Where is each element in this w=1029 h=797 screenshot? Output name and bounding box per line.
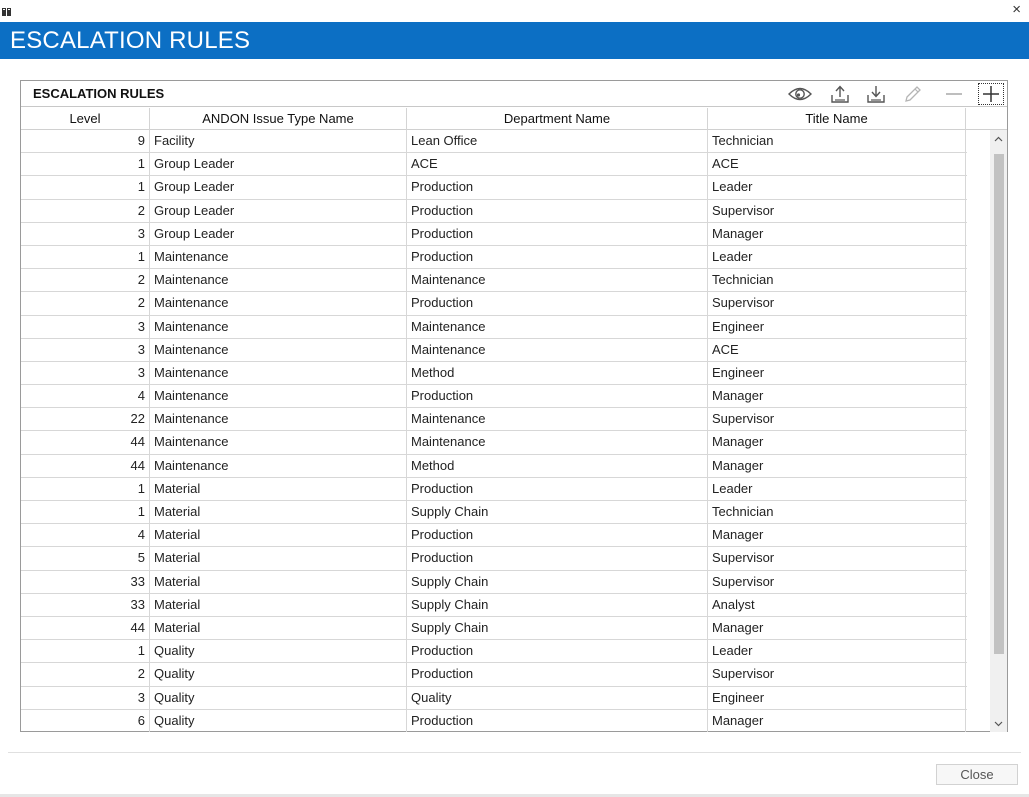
cell-issue-type: Maintenance bbox=[150, 246, 407, 268]
cell-department: Maintenance bbox=[407, 316, 708, 338]
title-bar bbox=[0, 0, 1029, 22]
cell-issue-type: Maintenance bbox=[150, 292, 407, 314]
table-row[interactable] bbox=[21, 594, 967, 617]
cell-title: Technician bbox=[708, 130, 966, 152]
cell-level: 6 bbox=[21, 710, 150, 732]
cell-department: Lean Office bbox=[407, 130, 708, 152]
close-button[interactable]: Close bbox=[936, 764, 1018, 785]
cell-department: Quality bbox=[407, 687, 708, 709]
table-row[interactable] bbox=[21, 455, 967, 478]
cell-issue-type: Group Leader bbox=[150, 200, 407, 222]
table-row[interactable] bbox=[21, 362, 967, 385]
cell-department: Production bbox=[407, 176, 708, 198]
cell-level: 1 bbox=[21, 478, 150, 500]
table-row[interactable] bbox=[21, 687, 967, 710]
table-row[interactable] bbox=[21, 223, 967, 246]
cell-title: Manager bbox=[708, 455, 966, 477]
column-header-issue-type[interactable]: ANDON Issue Type Name bbox=[150, 108, 407, 130]
cell-department: Production bbox=[407, 478, 708, 500]
cell-title: Supervisor bbox=[708, 663, 966, 685]
table-row[interactable] bbox=[21, 478, 967, 501]
table-body bbox=[21, 130, 967, 732]
cell-issue-type: Group Leader bbox=[150, 223, 407, 245]
table-row[interactable] bbox=[21, 246, 967, 269]
page-title: ESCALATION RULES bbox=[10, 27, 251, 54]
cell-issue-type: Material bbox=[150, 571, 407, 593]
header-banner bbox=[0, 22, 1029, 59]
cell-title: Leader bbox=[708, 640, 966, 662]
cell-department: Method bbox=[407, 455, 708, 477]
cell-department: Production bbox=[407, 663, 708, 685]
cell-title: Analyst bbox=[708, 594, 966, 616]
cell-title: Leader bbox=[708, 246, 966, 268]
cell-department: Maintenance bbox=[407, 431, 708, 453]
table-row[interactable] bbox=[21, 269, 967, 292]
table-header bbox=[21, 108, 1007, 130]
scroll-up-icon[interactable] bbox=[990, 130, 1007, 147]
cell-level: 3 bbox=[21, 362, 150, 384]
vertical-scrollbar[interactable] bbox=[990, 130, 1007, 732]
cell-department: Production bbox=[407, 524, 708, 546]
cell-department: Production bbox=[407, 200, 708, 222]
escalation-rules-panel bbox=[20, 80, 1008, 732]
cell-title: Leader bbox=[708, 176, 966, 198]
cell-department: Production bbox=[407, 640, 708, 662]
cell-department: Supply Chain bbox=[407, 594, 708, 616]
cell-level: 3 bbox=[21, 339, 150, 361]
cell-issue-type: Maintenance bbox=[150, 455, 407, 477]
scroll-thumb[interactable] bbox=[994, 154, 1004, 654]
cell-issue-type: Quality bbox=[150, 710, 407, 732]
cell-title: Technician bbox=[708, 501, 966, 523]
footer-divider bbox=[8, 752, 1021, 753]
cell-level: 1 bbox=[21, 501, 150, 523]
table-row[interactable] bbox=[21, 316, 967, 339]
panel-title: ESCALATION RULES bbox=[33, 86, 165, 101]
cell-level: 33 bbox=[21, 571, 150, 593]
cell-department: Maintenance bbox=[407, 339, 708, 361]
cell-title: Manager bbox=[708, 524, 966, 546]
cell-issue-type: Maintenance bbox=[150, 431, 407, 453]
column-header-title[interactable]: Title Name bbox=[708, 108, 966, 130]
cell-level: 4 bbox=[21, 385, 150, 407]
cell-title: Supervisor bbox=[708, 200, 966, 222]
cell-level: 9 bbox=[21, 130, 150, 152]
cell-department: Production bbox=[407, 547, 708, 569]
cell-level: 2 bbox=[21, 269, 150, 291]
cell-issue-type: Material bbox=[150, 547, 407, 569]
cell-issue-type: Material bbox=[150, 617, 407, 639]
cell-issue-type: Material bbox=[150, 478, 407, 500]
cell-title: Leader bbox=[708, 478, 966, 500]
cell-level: 2 bbox=[21, 663, 150, 685]
cell-issue-type: Maintenance bbox=[150, 385, 407, 407]
column-header-level[interactable]: Level bbox=[21, 108, 150, 130]
table-row[interactable] bbox=[21, 200, 967, 223]
cell-level: 22 bbox=[21, 408, 150, 430]
table-row[interactable] bbox=[21, 617, 967, 640]
cell-issue-type: Material bbox=[150, 594, 407, 616]
cell-title: Supervisor bbox=[708, 292, 966, 314]
cell-title: Manager bbox=[708, 431, 966, 453]
cell-department: ACE bbox=[407, 153, 708, 175]
table-row[interactable] bbox=[21, 408, 967, 431]
add-icon[interactable] bbox=[978, 83, 1004, 105]
table-row[interactable] bbox=[21, 385, 967, 408]
cell-issue-type: Quality bbox=[150, 640, 407, 662]
download-icon[interactable] bbox=[863, 83, 889, 105]
cell-department: Method bbox=[407, 362, 708, 384]
column-header-department[interactable]: Department Name bbox=[407, 108, 708, 130]
table-row[interactable] bbox=[21, 339, 967, 362]
cell-level: 4 bbox=[21, 524, 150, 546]
cell-department: Production bbox=[407, 710, 708, 732]
cell-department: Production bbox=[407, 246, 708, 268]
cell-level: 3 bbox=[21, 223, 150, 245]
cell-department: Production bbox=[407, 292, 708, 314]
table-row[interactable] bbox=[21, 501, 967, 524]
cell-department: Production bbox=[407, 385, 708, 407]
table-row[interactable] bbox=[21, 710, 967, 732]
cell-issue-type: Maintenance bbox=[150, 339, 407, 361]
cell-title: Manager bbox=[708, 617, 966, 639]
cell-department: Supply Chain bbox=[407, 617, 708, 639]
cell-title: ACE bbox=[708, 339, 966, 361]
cell-title: Engineer bbox=[708, 687, 966, 709]
cell-issue-type: Maintenance bbox=[150, 316, 407, 338]
app-icon bbox=[2, 4, 12, 14]
cell-title: Engineer bbox=[708, 316, 966, 338]
upload-icon[interactable] bbox=[827, 83, 853, 105]
cell-title: Supervisor bbox=[708, 571, 966, 593]
cell-level: 1 bbox=[21, 246, 150, 268]
cell-issue-type: Group Leader bbox=[150, 176, 407, 198]
table-row[interactable] bbox=[21, 640, 967, 663]
cell-department: Production bbox=[407, 223, 708, 245]
cell-issue-type: Maintenance bbox=[150, 408, 407, 430]
cell-level: 44 bbox=[21, 455, 150, 477]
cell-issue-type: Group Leader bbox=[150, 153, 407, 175]
cell-issue-type: Quality bbox=[150, 663, 407, 685]
remove-icon[interactable] bbox=[941, 83, 967, 105]
cell-level: 2 bbox=[21, 200, 150, 222]
cell-title: Supervisor bbox=[708, 547, 966, 569]
cell-issue-type: Material bbox=[150, 524, 407, 546]
cell-level: 1 bbox=[21, 640, 150, 662]
cell-level: 1 bbox=[21, 153, 150, 175]
scroll-down-icon[interactable] bbox=[990, 715, 1007, 732]
cell-title: Manager bbox=[708, 710, 966, 732]
panel-header bbox=[21, 81, 1007, 107]
table-row[interactable] bbox=[21, 571, 967, 594]
cell-issue-type: Maintenance bbox=[150, 269, 407, 291]
cell-level: 2 bbox=[21, 292, 150, 314]
table-row[interactable] bbox=[21, 292, 967, 315]
table-row[interactable] bbox=[21, 524, 967, 547]
window-close-icon[interactable]: × bbox=[1012, 1, 1021, 18]
cell-level: 44 bbox=[21, 431, 150, 453]
cell-title: Supervisor bbox=[708, 408, 966, 430]
table-row[interactable] bbox=[21, 130, 967, 153]
cell-department: Maintenance bbox=[407, 408, 708, 430]
cell-title: Engineer bbox=[708, 362, 966, 384]
cell-title: Technician bbox=[708, 269, 966, 291]
cell-department: Maintenance bbox=[407, 269, 708, 291]
cell-issue-type: Facility bbox=[150, 130, 407, 152]
cell-department: Supply Chain bbox=[407, 501, 708, 523]
cell-department: Supply Chain bbox=[407, 571, 708, 593]
cell-title: ACE bbox=[708, 153, 966, 175]
table-row[interactable] bbox=[21, 153, 967, 176]
cell-issue-type: Quality bbox=[150, 687, 407, 709]
cell-level: 3 bbox=[21, 316, 150, 338]
cell-level: 33 bbox=[21, 594, 150, 616]
edit-icon[interactable] bbox=[899, 83, 925, 105]
cell-level: 44 bbox=[21, 617, 150, 639]
table-row[interactable] bbox=[21, 663, 967, 686]
view-icon[interactable] bbox=[787, 83, 813, 105]
table-row[interactable] bbox=[21, 547, 967, 570]
cell-title: Manager bbox=[708, 385, 966, 407]
table-row[interactable] bbox=[21, 176, 967, 199]
cell-level: 1 bbox=[21, 176, 150, 198]
table-row[interactable] bbox=[21, 431, 967, 454]
cell-level: 3 bbox=[21, 687, 150, 709]
cell-title: Manager bbox=[708, 223, 966, 245]
cell-issue-type: Material bbox=[150, 501, 407, 523]
cell-issue-type: Maintenance bbox=[150, 362, 407, 384]
cell-level: 5 bbox=[21, 547, 150, 569]
